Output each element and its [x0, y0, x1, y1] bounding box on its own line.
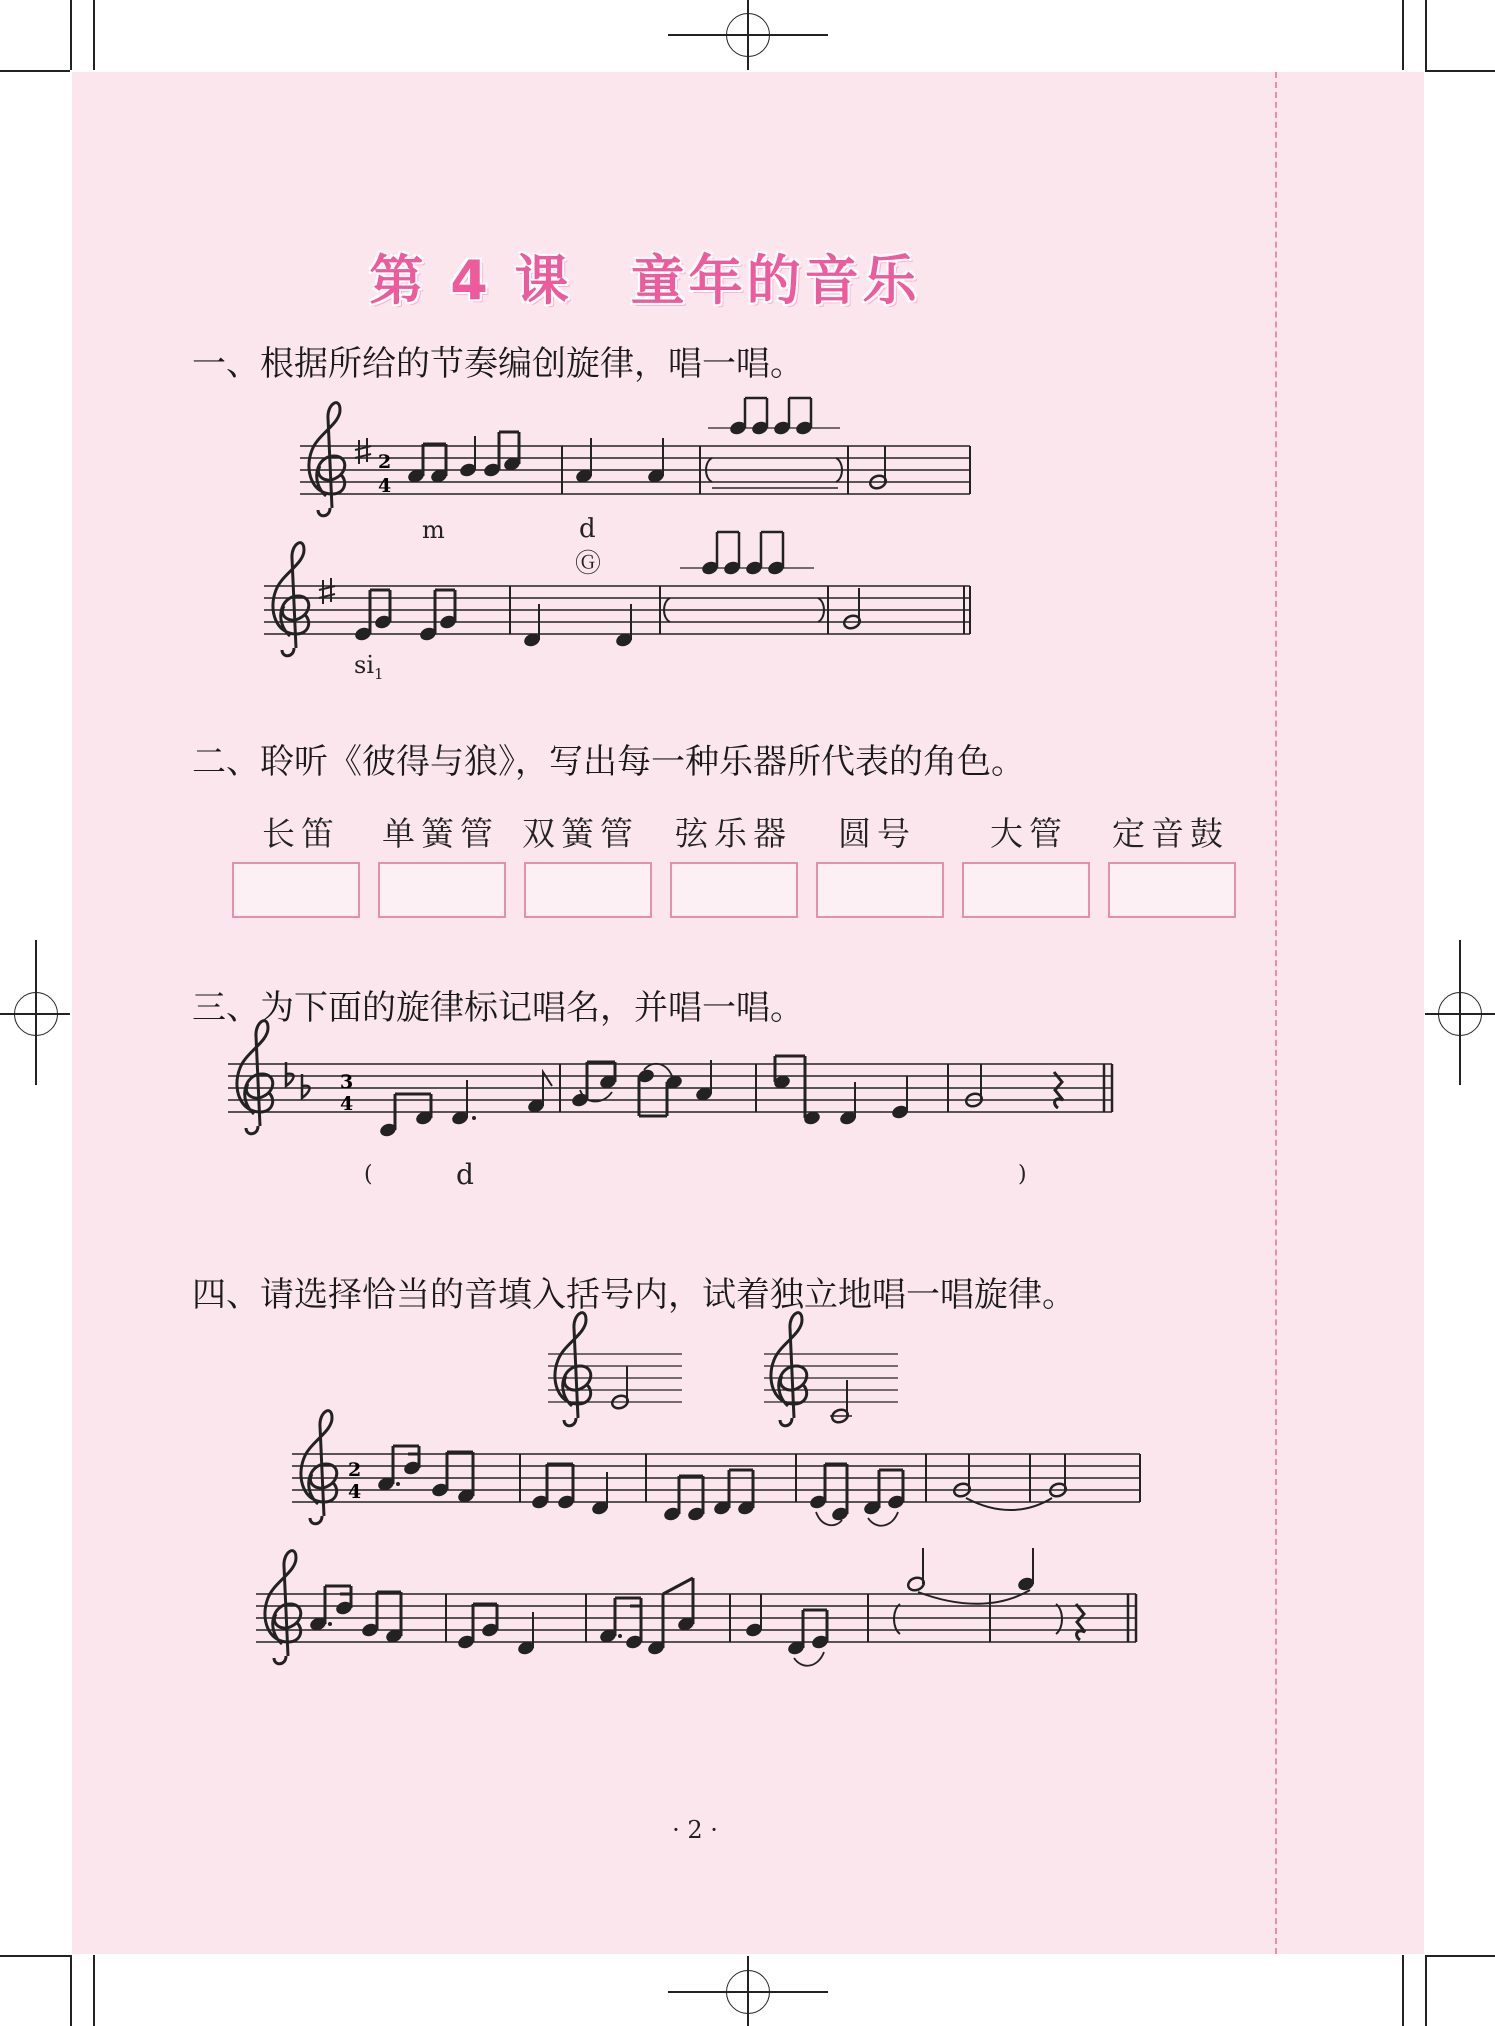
solfege-label-m: m: [422, 516, 445, 544]
q1-staff-1-content: [309, 398, 970, 516]
question-4: 四、请选择恰当的音填入括号内，试着独立地唱一唱旋律。: [192, 1275, 1076, 1315]
time-sig-top: 2: [378, 451, 392, 473]
sharp-icon: [355, 438, 371, 464]
q4-reference-staves: [548, 1354, 898, 1402]
instrument-timpani: 定音鼓: [1112, 814, 1229, 853]
q3-paren-close: ): [1018, 1162, 1027, 1187]
question-1: 一、根据所给的节奏编创旋律，唱一唱。: [192, 344, 804, 384]
q3-solfege-d: d: [456, 1158, 474, 1191]
instrument-oboe: 双簧管: [522, 814, 639, 853]
time-sig-bottom: 4: [378, 475, 392, 497]
instrument-clarinet: 单簧管: [382, 814, 499, 853]
question-3: 三、为下面的旋律标记唱名，并唱一唱。: [192, 988, 804, 1028]
svg-text:3: 3: [340, 1071, 354, 1093]
instrument-strings: 弦乐器: [675, 814, 792, 853]
instrument-french-horn: 圆号: [838, 814, 916, 853]
svg-text:4: 4: [348, 1481, 362, 1503]
instrument-flute: 长笛: [262, 814, 340, 853]
svg-text:4: 4: [340, 1093, 354, 1115]
question-2: 二、聆听《彼得与狼》，写出每一种乐器所代表的角色。: [192, 742, 1025, 782]
page-number: · 2 ·: [672, 1816, 718, 1844]
treble-clef-icon: [309, 403, 345, 516]
instrument-bassoon: 大管: [990, 814, 1068, 853]
solfege-label-si: $si_1$: [354, 651, 384, 683]
q3-staff-content: [237, 1021, 1112, 1139]
lesson-title: 第 4 课 童年的音乐: [369, 249, 921, 312]
key-g-circle-label: Ⓖ: [575, 549, 602, 579]
q4-reference-notes: [555, 1313, 852, 1426]
q1-staff-1: [300, 446, 970, 494]
q4-staff-2-content: [265, 1548, 1136, 1666]
svg-text:2: 2: [348, 1459, 362, 1481]
q4-staff-1-content: [301, 1411, 1140, 1526]
solfege-label-d: d: [579, 514, 596, 544]
q3-paren-open: (: [364, 1162, 373, 1187]
q1-staff-2-content: [273, 532, 970, 656]
